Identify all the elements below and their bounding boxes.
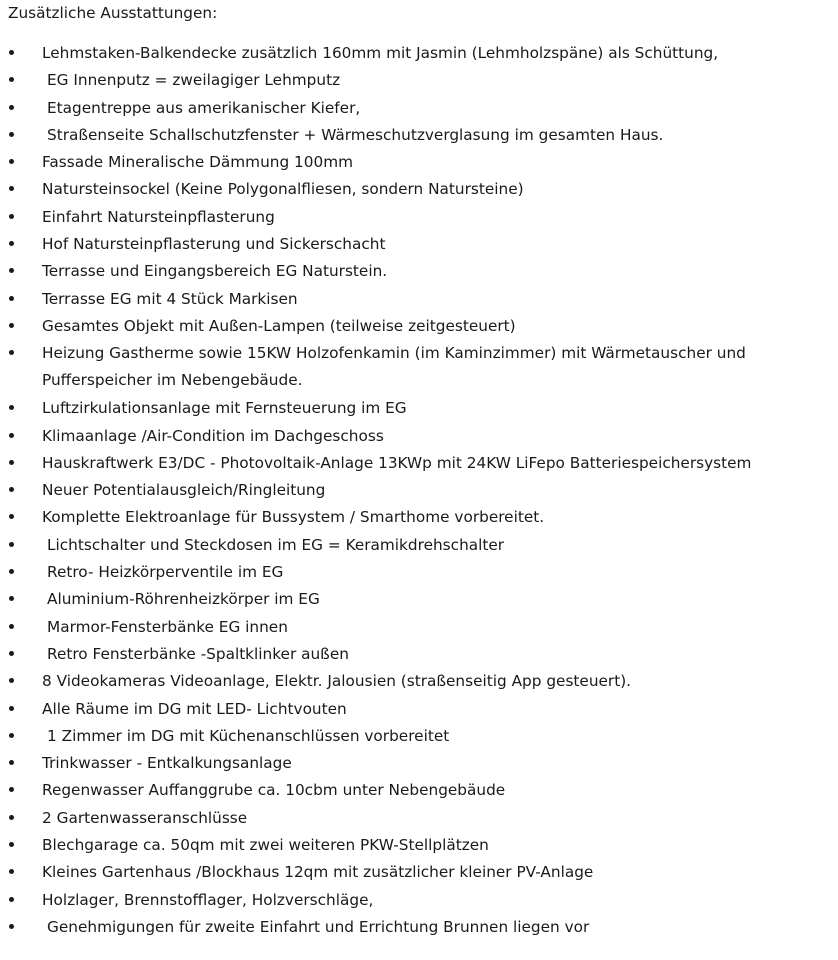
bullet-icon: [9, 77, 14, 82]
list-item-text: Retro- Heizkörperventile im EG: [47, 563, 284, 582]
list-item: [0, 643, 838, 670]
bullet-icon: [9, 842, 14, 847]
list-item-text: Natursteinsockel (Keine Polygonalfliesen, sondern Natursteine): [42, 180, 524, 199]
list-item: [0, 698, 838, 725]
bullet-icon: [9, 350, 14, 355]
list-item: [0, 616, 838, 643]
list-item: [0, 779, 838, 806]
list-item-text: Komplette Elektroanlage für Bussystem / Smarthome vorbereitet.: [42, 508, 545, 527]
list-item-text: Straßenseite Schallschutzfenster + Wärmeschutzverglasung im gesamten Haus.: [47, 125, 664, 144]
list-item-text: Hof Natursteinpflasterung und Sickerschacht: [42, 235, 386, 254]
list-item-text: Genehmigungen für zweite Einfahrt und Errichtung Brunnen liegen vor: [47, 917, 590, 936]
list-item-text: Lehmstaken-Balkendecke zusätzlich 160mm mit Jasmin (Lehmholzspäne) als Schüttung,: [42, 44, 719, 62]
list-item: [0, 807, 838, 834]
list-item: [0, 315, 838, 342]
list-item: [0, 889, 838, 916]
bullet-icon: [9, 596, 14, 601]
list-item-text: Retro Fensterbänke -Spaltklinker außen: [47, 644, 349, 663]
list-item-text: Marmor-Fensterbänke EG innen: [47, 617, 288, 636]
bullet-icon: [9, 924, 14, 929]
list-item: [0, 42, 838, 69]
list-item-text: Aluminium-Röhrenheizkörper im EG: [47, 590, 320, 609]
list-item: [0, 97, 838, 124]
bullet-icon: [9, 733, 14, 738]
document-heading: Zusätzliche Ausstattungen:: [8, 4, 218, 22]
list-item: [0, 670, 838, 697]
list-item: [0, 124, 838, 151]
list-item: [0, 506, 838, 533]
list-item: [0, 233, 838, 260]
bullet-icon: [9, 405, 14, 410]
bullet-icon: [9, 487, 14, 492]
list-item-text: Fassade Mineralische Dämmung 100mm: [42, 153, 354, 172]
bullet-icon: [9, 869, 14, 874]
list-item-text: Lichtschalter und Steckdosen im EG = Keramikdrehschalter: [47, 535, 505, 554]
list-item-text: 8 Videokameras Videoanlage, Elektr. Jalousien (straßenseitig App gesteuert).: [42, 672, 632, 691]
bullet-icon: [9, 159, 14, 164]
list-item-text: Holzlager, Brennstofflager, Holzverschläge,: [42, 890, 374, 909]
bullet-icon: [9, 186, 14, 191]
bullet-icon: [9, 268, 14, 273]
list-item-text: EG Innenputz = zweilagiger Lehmputz: [47, 71, 341, 90]
list-item-text: Gesamtes Objekt mit Außen-Lampen (teilweise zeitgesteuert): [42, 316, 516, 335]
list-item-text: Etagentreppe aus amerikanischer Kiefer,: [47, 98, 361, 117]
features-list: [0, 42, 838, 943]
list-item: [0, 342, 838, 397]
list-item: [0, 534, 838, 561]
bullet-icon: [9, 105, 14, 110]
list-item: [0, 425, 838, 452]
list-item: [0, 561, 838, 588]
bullet-icon: [9, 433, 14, 438]
list-item: [0, 752, 838, 779]
list-item-text: Klimaanlage /Air-Condition im Dachgeschoss: [42, 426, 384, 445]
list-item-text: Neuer Potentialausgleich/Ringleitung: [42, 481, 326, 500]
list-item-text: Alle Räume im DG mit LED- Lichtvouten: [42, 699, 347, 718]
list-item-text: 2 Gartenwasseranschlüsse: [42, 808, 248, 827]
list-item: [0, 588, 838, 615]
bullet-icon: [9, 214, 14, 219]
list-item-text: Luftzirkulationsanlage mit Fernsteuerung im EG: [42, 399, 407, 418]
bullet-icon: [9, 296, 14, 301]
list-item-text: 1 Zimmer im DG mit Küchenanschlüssen vorbereitet: [47, 726, 450, 745]
bullet-icon: [9, 50, 14, 55]
list-item: [0, 206, 838, 233]
bullet-icon: [9, 706, 14, 711]
bullet-icon: [9, 241, 14, 246]
list-item-text: Trinkwasser - Entkalkungsanlage: [42, 754, 292, 773]
bullet-icon: [9, 787, 14, 792]
list-item: [0, 260, 838, 287]
list-item: [0, 178, 838, 205]
list-item: [0, 69, 838, 96]
bullet-icon: [9, 815, 14, 820]
list-item: [0, 479, 838, 506]
list-item: [0, 397, 838, 424]
list-item: [0, 151, 838, 178]
bullet-icon: [9, 323, 14, 328]
list-item: [0, 916, 838, 943]
list-item-text: Einfahrt Natursteinpflasterung: [42, 207, 275, 226]
list-item-text: Terrasse und Eingangsbereich EG Naturstein.: [42, 262, 388, 281]
bullet-icon: [9, 760, 14, 765]
bullet-icon: [9, 678, 14, 683]
bullet-icon: [9, 460, 14, 465]
list-item: [0, 288, 838, 315]
list-item: [0, 452, 838, 479]
bullet-icon: [9, 651, 14, 656]
list-item-text: Regenwasser Auffanggrube ca. 10cbm unter Nebengebäude: [42, 781, 506, 800]
list-item: [0, 861, 838, 888]
list-item: [0, 834, 838, 861]
list-item-text: Blechgarage ca. 50qm mit zwei weiteren PKW-Stellplätzen: [42, 836, 489, 855]
list-item-text: Terrasse EG mit 4 Stück Markisen: [42, 289, 298, 308]
bullet-icon: [9, 514, 14, 519]
list-item: [0, 725, 838, 752]
bullet-icon: [9, 569, 14, 574]
list-item-text: Kleines Gartenhaus /Blockhaus 12qm mit zusätzlicher kleiner PV-Anlage: [42, 863, 594, 882]
bullet-icon: [9, 897, 14, 902]
bullet-icon: [9, 542, 14, 547]
list-item-text: Heizung Gastherme sowie 15KW Holzofenkamin (im Kaminzimmer) mit Wärmetauscher und Pufferspeicher im Nebengebäude.: [42, 344, 746, 390]
bullet-icon: [9, 132, 14, 137]
list-item-text: Hauskraftwerk E3/DC - Photovoltaik-Anlage 13KWp mit 24KW LiFepo Batteriespeichersystem: [42, 453, 752, 472]
bullet-icon: [9, 624, 14, 629]
